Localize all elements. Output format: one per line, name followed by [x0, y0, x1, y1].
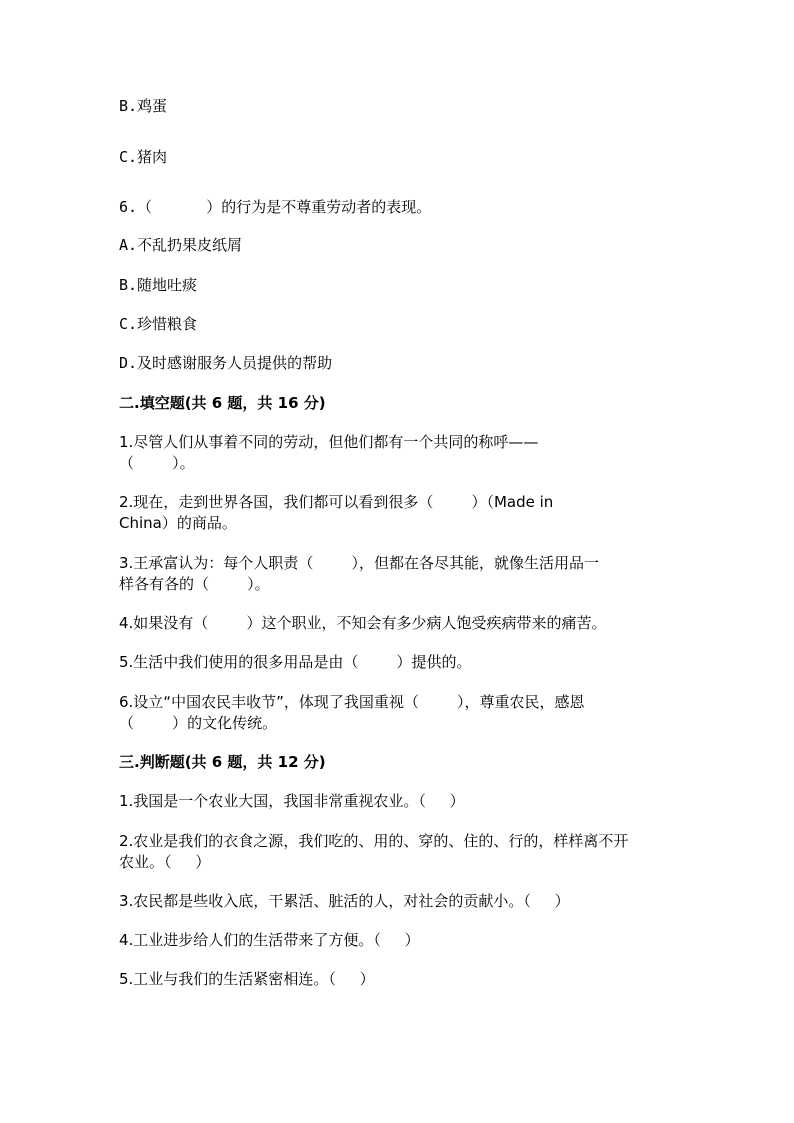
fill-q6-line1: 6.设立“中国农民丰收节”，体现了我国重视（ ），尊重农民，感恩 [119, 693, 585, 711]
q6-option-c: C.珍惜粮食 [119, 315, 198, 333]
fill-q5: 5.生活中我们使用的很多用品是由（ ）提供的。 [119, 653, 472, 671]
judge-q5: 5.工业与我们的生活紧密相连。（ ） [119, 970, 375, 988]
section-heading-fill-blank: 二.填空题(共 6 题，共 16 分) [119, 394, 326, 412]
judge-q4: 4.工业进步给人们的生活带来了方便。（ ） [119, 931, 420, 949]
fill-q1-line2: （ ）。 [119, 454, 195, 472]
q6-option-a: A.不乱扔果皮纸屑 [119, 236, 243, 254]
q6-stem: 6.（ ）的行为是不尊重劳动者的表现。 [119, 198, 432, 216]
fill-q2-line2: China）的商品。 [119, 514, 237, 532]
judge-q1: 1.我国是一个农业大国，我国非常重视农业。（ ） [119, 792, 465, 810]
fill-q3-line2: 样各有各的（ ）。 [119, 575, 270, 593]
q6-option-d: D.及时感谢服务人员提供的帮助 [119, 354, 333, 372]
judge-q2-line2: 农业。（ ） [119, 853, 211, 871]
fill-q4: 4.如果没有（ ）这个职业，不知会有多少病人饱受疾病带来的痛苦。 [119, 614, 607, 632]
q5-option-b: B.鸡蛋 [119, 97, 168, 115]
fill-q1-line1: 1.尽管人们从事着不同的劳动，但他们都有一个共同的称呼—— [119, 433, 539, 451]
q6-option-b: B.随地吐痰 [119, 276, 198, 294]
fill-q2-line1: 2.现在，走到世界各国，我们都可以看到很多（ ）（Made in [119, 493, 554, 511]
judge-q3: 3.农民都是些收入底，干累活、脏活的人，对社会的贡献小。（ ） [119, 892, 570, 910]
fill-q6-line2: （ ）的文化传统。 [119, 714, 278, 732]
section-heading-true-false: 三.判断题(共 6 题，共 12 分) [119, 753, 326, 771]
q5-option-c: C.猪肉 [119, 148, 168, 166]
judge-q2-line1: 2.农业是我们的衣食之源，我们吃的、用的、穿的、住的、行的，样样离不开 [119, 832, 629, 850]
fill-q3-line1: 3.王承富认为：每个人职责（ ），但都在各尽其能，就像生活用品一 [119, 554, 599, 572]
